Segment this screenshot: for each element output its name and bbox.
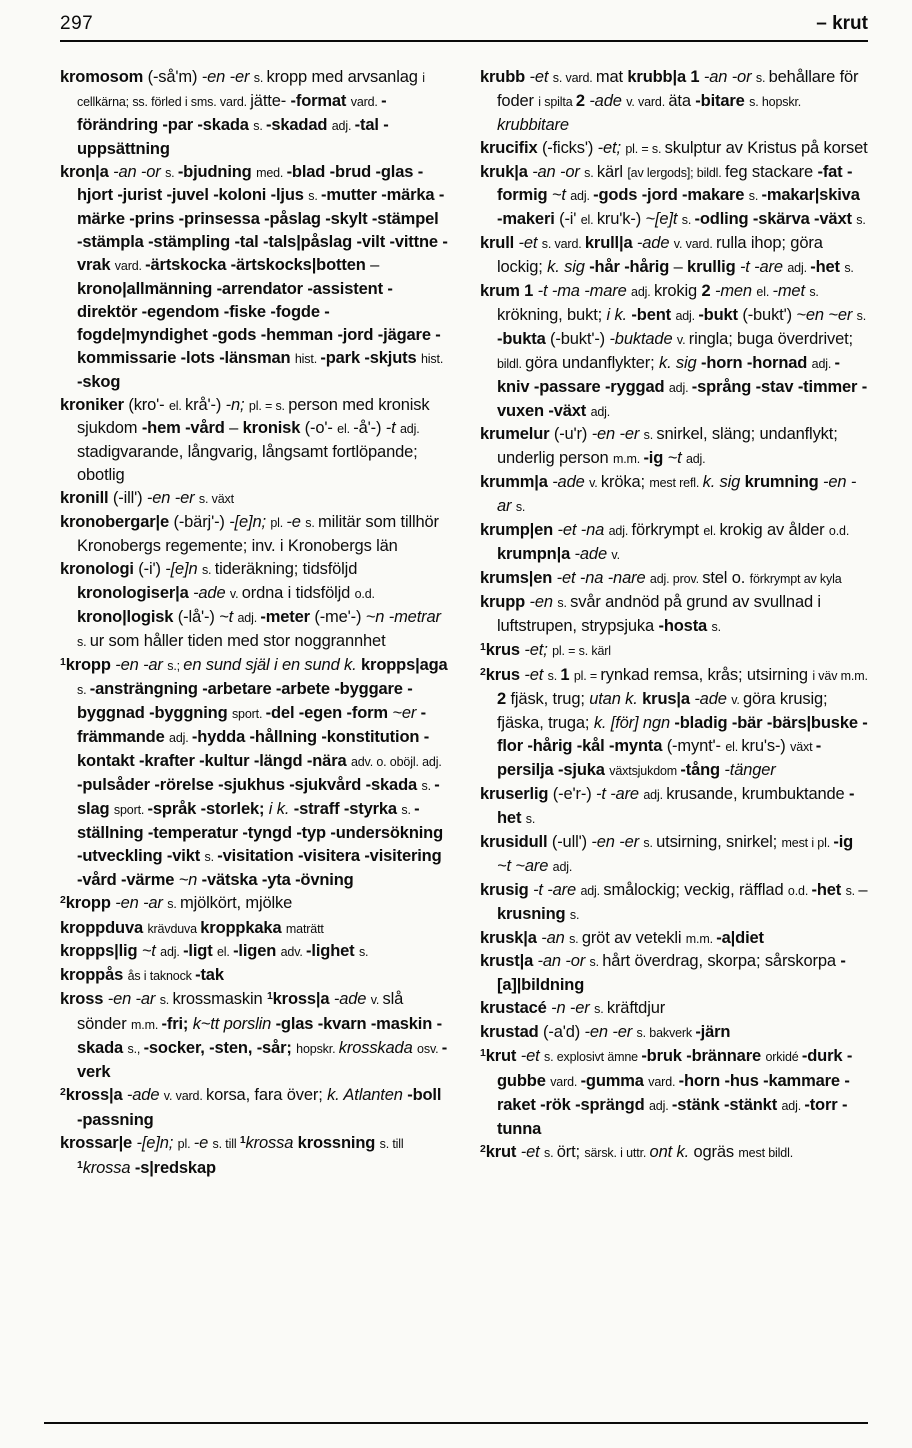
- dictionary-entry: krumelur (-u'r) -en -er s. snirkel, släng; undanflykt; underlig person m.m. -ig ~t adj.: [480, 425, 838, 468]
- left-column: [60, 66, 448, 1182]
- dictionary-entry: krusig -t -are adj. smålockig; veckig, räfflad o.d. -het s. – krusning s.: [480, 880, 868, 923]
- header-rule: [60, 40, 868, 42]
- dictionary-entry: krumm|a -ade v. kröka; mest refl. k. sig krumning -en -ar s.: [480, 473, 857, 516]
- dictionary-entry: kropps|lig ~t adj. -ligt el. -ligen adv. -lighet s.: [60, 942, 369, 961]
- dictionary-entry: kruserlig (-e'r-) -t -are adj. krusande, krumbuktande -het s.: [480, 785, 855, 827]
- dictionary-entry: krossar|e -[e]n; pl. -e s. till $^1$krossa krossning s. till $^1$krossa -s|redskap: [60, 1133, 404, 1177]
- dictionary-entry: krupp -en s. svår andnöd på grund av svullnad i luftstrupen, strypsjuka -hosta s.: [480, 592, 821, 635]
- dictionary-entry: krust|a -an -or s. hårt överdrag, skorpa; sårskorpa -[a]|bildning: [480, 952, 846, 995]
- dictionary-entry: krump|en -et -na adj. förkrympt el. krokig av ålder o.d. krumpn|a -ade v.: [480, 521, 850, 564]
- dictionary-entry: kroppås ås i taknock -tak: [60, 966, 224, 985]
- dictionary-entry: $^2$krut -et s. ört; särsk. i uttr. ont k. ogräs mest bildl.: [480, 1142, 794, 1161]
- dictionary-entry: krucifix (-ficks') -et; pl. = s. skulptur av Kristus på korset: [480, 138, 868, 157]
- dictionary-entry: krull -et s. vard. krull|a -ade v. vard. rulla ihop; göra lockig; k. sig -hår -hårig – krullig -t -are adj. -het s.: [480, 234, 854, 277]
- dictionary-entry: kronill (-ill') -en -er s. växt: [60, 489, 234, 508]
- dictionary-entry: $^1$krut -et s. explosivt ämne -bruk -brännare orkidé -durk -gubbe vard. -gumma vard. -horn -hus -kammare -raket -rök -sprängd adj. -stänk -stänkt adj. -torr -tunna: [480, 1047, 853, 1138]
- dictionary-entry: kronobergar|e (-bärj'-) -[e]n; pl. -e s. militär som tillhör Kronobergs regemente; inv. i Kronobergs län: [60, 513, 439, 556]
- dictionary-entry: kromosom (-så'm) -en -er s. kropp med arvsanlag i cellkärna; ss. förled i sms. vard. jätte- -format vard. -förändring -par -skada s. -skadad adj. -tal -uppsättning: [60, 67, 425, 158]
- dictionary-entry: $^2$kropp -en -ar s. mjölkört, mjölke: [60, 893, 293, 912]
- dictionary-entry: krusidull (-ull') -en -er s. utsirning, snirkel; mest i pl. -ig ~t ~are adj.: [480, 832, 854, 875]
- dictionary-entry: krustad (-a'd) -en -er s. bakverk -järn: [480, 1023, 731, 1042]
- dictionary-entry: $^1$krus -et; pl. = s. kärl: [480, 640, 611, 659]
- dictionary-entry: kronologi (-i') -[e]n s. tideräkning; tidsföljd kronologiser|a -ade v. ordna i tidsföljd o.d. krono|logisk (-lå'-) ~t adj. -meter (-me'-) ~n -metrar s. ur som håller tiden med stor noggrannhet: [60, 559, 441, 650]
- dictionary-entry: $^2$kross|a -ade v. vard. korsa, fara över; k. Atlanten -boll -passning: [60, 1085, 442, 1129]
- dictionary-entry: kron|a -an -or s. -bjudning med. -blad -brud -glas -hjort -jurist -juvel -koloni -ljus s. -mutter -märka -märke -prins -prinsessa -påslag -skylt -stämpel -stämpla -stämpling -tal -tals|påslag -vilt -vittne -vrak vard. -ärtskocka -ärtskocks|botten – krono|allmänning -arrendator -assistent -direktör -egendom -fiske -fogde -fogde|myndighet -gods -hemman -jord -jägare -kommissarie -lots -länsman hist. -park -skjuts hist. -skog: [60, 162, 448, 391]
- dictionary-entry: krustacé -n -er s. kräftdjur: [480, 999, 666, 1018]
- dictionary-entry: kross -en -ar s. krossmaskin $^1$kross|a -ade v. slå sönder m.m. -fri; k~tt porslin -glas -kvarn -maskin -skada s., -socker, -sten, -sår; hopskr. krosskada osv. -verk: [60, 990, 448, 1081]
- entry-columns: [60, 66, 868, 1182]
- page-number: 297: [60, 13, 94, 34]
- dictionary-entry: kruk|a -an -or s. kärl [av lergods]; bildl. feg stackare -fat -formig ~t adj. -gods -jord -makare s. -makar|skiva -makeri (-i' el. kru'k-) ~[e]t s. -odling -skärva -växt s.: [480, 162, 866, 229]
- guide-word: – krut: [816, 13, 868, 34]
- dictionary-entry: krubb -et s. vard. mat krubb|a 1 -an -or s. behållare för foder i spilta 2 -ade v. vard. äta -bitare s. hopskr. krubbitare: [480, 67, 859, 134]
- dictionary-entry: $^1$kropp -en -ar s.; en sund själ i en sund k. kropps|aga s. -ansträngning -arbetare -arbete -byggare -byggnad -byggning sport. -del -egen -form ~er -främmande adj. -hydda -hållning -konstitution -kontakt -krafter -kultur -längd -nära adv. o. oböjl. adj. -pulsåder -rörelse -sjukhus -sjukvård -skada s. -slag sport. -språk -storlek; i k. -straff -styrka s. -ställning -temperatur -tyngd -typ -undersökning -utveckling -vikt s. -visitation -visitera -visitering -vård -värme ~n -vätska -yta -övning: [60, 655, 448, 889]
- dictionary-entry: krusk|a -an s. gröt av vetekli m.m. -a|diet: [480, 928, 764, 947]
- dictionary-entry: $^2$krus -et s. 1 pl. = rynkad remsa, krås; utsirning i väv m.m. 2 fjäsk, trug; utan k. krus|a -ade v. göra krusig; fjäska, truga; k. [för] ngn -bladig -bär -bärs|buske -flor -hårig -kål -mynta (-mynt'- el. kru's-) växt -persilja -sjuka växtsjukdom -tång -tänger: [480, 665, 868, 780]
- right-column: [480, 66, 868, 1182]
- dictionary-entry: krums|en -et -na -nare adj. prov. stel o. förkrympt av kyla: [480, 568, 842, 587]
- dictionary-entry: krum 1 -t -ma -mare adj. krokig 2 -men el. -met s. krökning, bukt; i k. -bent adj. -bukt (-bukt') ~en ~er s. -bukta (-bukt'-) -buktade v. ringla; buga överdrivet; bildl. göra undanflykter; k. sig -horn -hornad adj. -kniv -passare -ryggad adj. -språng -stav -timmer -vuxen -växt adj.: [480, 282, 868, 420]
- page-header: [60, 14, 868, 35]
- dictionary-entry: kroppduva krävduva kroppkaka maträtt: [60, 918, 324, 937]
- footer-rule: [44, 1422, 868, 1424]
- dictionary-entry: kroniker (kro'- el. krå'-) -n; pl. = s. person med kronisk sjukdom -hem -vård – kronisk (-o'- el. -å'-) -t adj. stadigvarande, långvarig, långsamt fortlöpande; obotlig: [60, 395, 430, 485]
